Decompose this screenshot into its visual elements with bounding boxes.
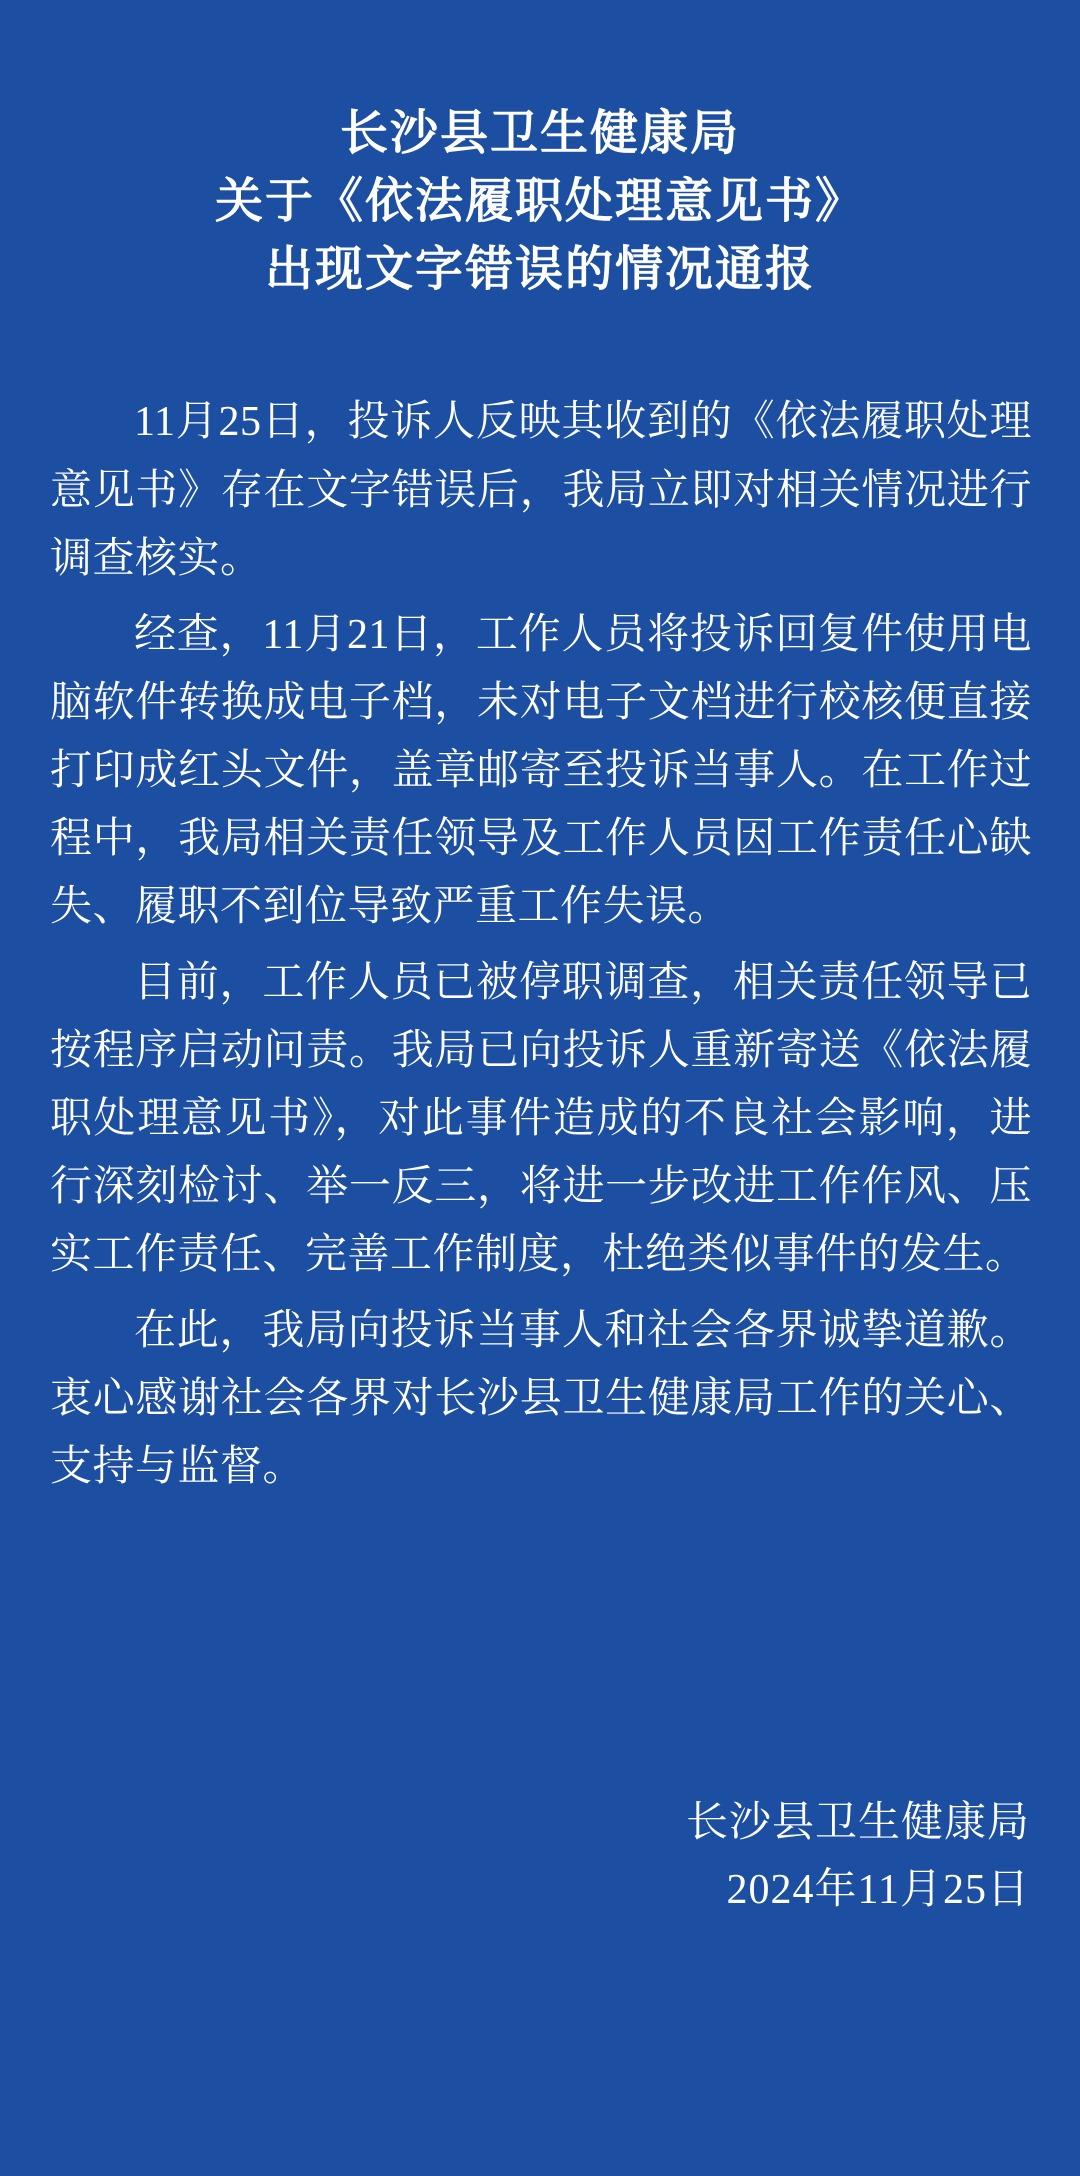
paragraph-3: 目前，工作人员已被停职调查，相关责任领导已按程序启动问责。我局已向投诉人重新寄送《依法履职处理意见书》，对此事件造成的不良社会影响，进行深刻检讨、举一反三，将进一步改进工作作风、压实工作责任、完善工作制度，杜绝类似事件的发生。 <box>50 959 1032 1278</box>
document-content <box>40 0 1040 2176</box>
paragraph-1: 11月25日，投诉人反映其收到的《依法履职处理意见书》存在文字错误后，我局立即对相关情况进行调查核实。 <box>50 399 1032 582</box>
title-line-2: 关于《依法履职处理意见书》 <box>214 175 865 229</box>
document-body <box>40 388 1040 1501</box>
title-line-3: 出现文字错误的情况通报 <box>264 243 815 297</box>
signature-date: 2024年11月25日 <box>726 1866 1030 1913</box>
paragraph-2: 经查，11月21日，工作人员将投诉回复件使用电脑软件转换成电子档，未对电子文档进行校核便直接打印成红头文件，盖章邮寄至投诉当事人。在工作过程中，我局相关责任领导及工作人员因工作责任心缺失、履职不到位导致严重工作失误。 <box>50 611 1032 930</box>
signature-organization: 长沙县卫生健康局 <box>685 1799 1030 1846</box>
document-title <box>40 0 1040 304</box>
document-signature <box>686 1790 1030 1924</box>
title-line-1: 长沙县卫生健康局 <box>339 107 740 160</box>
paragraph-4: 在此，我局向投诉当事人和社会各界诚挚道歉。衷心感谢社会各界对长沙县卫生健康局工作的关心、支持与监督。 <box>50 1307 1032 1490</box>
